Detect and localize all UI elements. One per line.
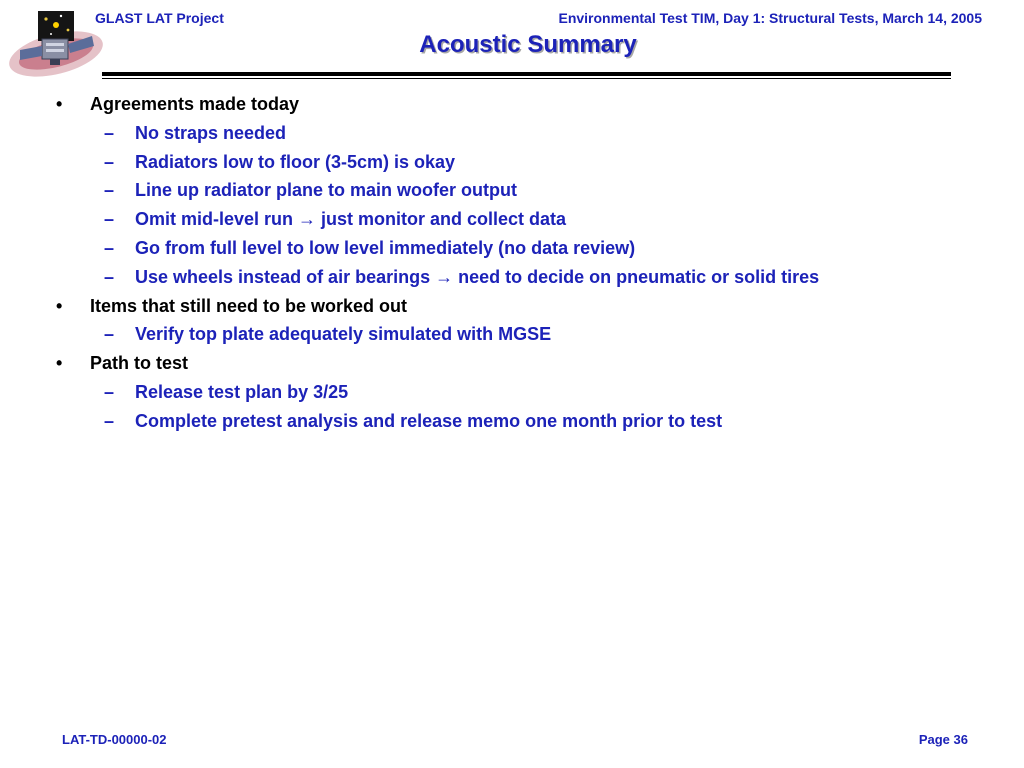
dash-marker: – (104, 266, 115, 287)
list-item (0, 292, 1024, 321)
sub-bullet-text: Verify top plate adequately simulated with MGSE (135, 324, 552, 345)
dash-marker: – (104, 209, 115, 230)
project-name: GLAST LAT Project (95, 10, 224, 26)
list-item (0, 148, 1024, 177)
list-item (0, 349, 1024, 378)
dash-marker: – (104, 180, 115, 201)
dash-marker: – (104, 151, 115, 172)
sub-bullet-text: Line up radiator plane to main woofer output (135, 180, 517, 201)
bullet-list (0, 90, 1024, 436)
meeting-info: Environmental Test TIM, Day 1: Structural Tests, March 14, 2005 (558, 10, 982, 26)
list-item (0, 205, 1024, 234)
list-item (0, 407, 1024, 436)
bullet-marker: • (56, 353, 63, 374)
list-item (0, 234, 1024, 263)
bullet-marker: • (56, 94, 63, 114)
list-item (0, 90, 1024, 119)
list-item (0, 176, 1024, 205)
list-item (0, 378, 1024, 407)
sub-bullet-text: No straps needed (135, 122, 287, 143)
dash-marker: – (104, 381, 115, 402)
title-divider-thin (102, 78, 951, 79)
bullet-text: Items that still need to be worked out (90, 295, 408, 316)
sub-bullet-text: Radiators low to floor (3-5cm) is okay (135, 151, 456, 172)
dash-marker: – (104, 324, 115, 345)
list-item (0, 119, 1024, 148)
dash-marker: – (104, 122, 115, 143)
bullet-text: Path to test (90, 353, 189, 374)
page-number: Page 36 (918, 732, 968, 747)
bullet-text: Agreements made today (90, 94, 300, 114)
list-item (0, 320, 1024, 349)
dash-marker: – (104, 237, 115, 258)
bullet-marker: • (56, 295, 63, 316)
sub-bullet-text: Complete pretest analysis and release memo one month prior to test (135, 410, 723, 431)
sub-bullet-text: Use wheels instead of air bearings → need to decide on pneumatic or solid tires (135, 266, 820, 287)
slide-title: Acoustic Summary (419, 31, 637, 58)
dash-marker: – (104, 410, 115, 431)
document-number: LAT-TD-00000-02 (62, 732, 167, 747)
sub-bullet-text: Omit mid-level run → just monitor and collect data (135, 209, 567, 230)
sub-bullet-text: Go from full level to low level immediately (no data review) (135, 237, 636, 258)
sub-bullet-text: Release test plan by 3/25 (135, 381, 349, 402)
list-item (0, 263, 1024, 292)
title-divider (102, 72, 951, 76)
